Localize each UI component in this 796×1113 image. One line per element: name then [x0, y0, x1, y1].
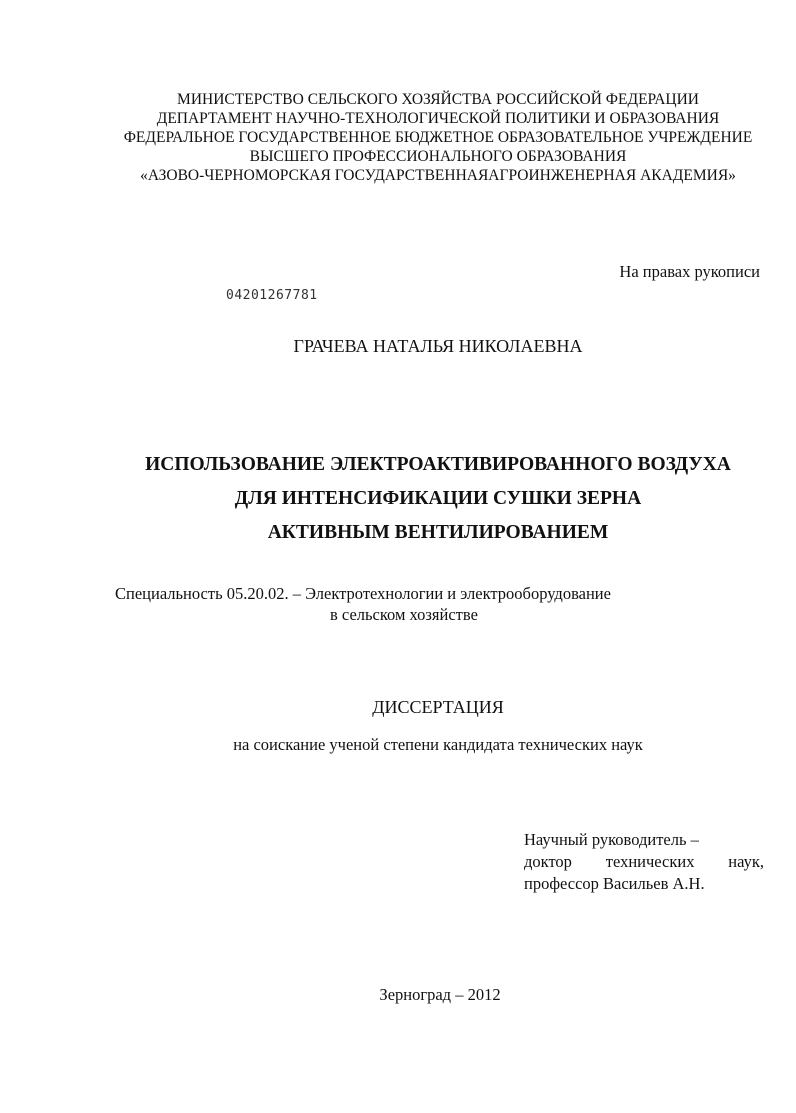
registration-number-stamp: 04201267781	[226, 288, 318, 303]
document-type: ДИССЕРТАЦИЯ	[372, 697, 504, 717]
supervisor-line-degree: доктор технических наук,	[524, 852, 764, 871]
institution-header	[0, 90, 796, 185]
author-name: ГРАЧЕВА НАТАЛЬЯ НИКОЛАЕВНА	[293, 336, 583, 356]
title-line-1: ИСПОЛЬЗОВАНИЕ ЭЛЕКТРОАКТИВИРОВАННОГО ВОЗДУХА	[145, 454, 731, 475]
title-line-3: АКТИВНЫМ ВЕНТИЛИРОВАНИЕМ	[267, 522, 609, 543]
supervisor-line-name: профессор Васильев А.Н.	[524, 874, 705, 893]
dissertation-title	[0, 448, 796, 550]
supervisor-block	[524, 829, 764, 895]
header-line-education-level: ВЫСШЕГО ПРОФЕССИОНАЛЬНОГО ОБРАЗОВАНИЯ	[249, 148, 627, 165]
header-line-academy-name: «АЗОВО-ЧЕРНОМОРСКАЯ ГОСУДАРСТВЕННАЯАГРОИНЖЕНЕРНАЯ АКАДЕМИЯ»	[140, 167, 736, 184]
header-line-institution-type: ФЕДЕРАЛЬНОЕ ГОСУДАРСТВЕННОЕ БЮДЖЕТНОЕ ОБРАЗОВАТЕЛЬНОЕ УЧРЕЖДЕНИЕ	[123, 129, 753, 146]
degree-statement: на соискание ученой степени кандидата технических наук	[233, 735, 643, 754]
title-line-2: ДЛЯ ИНТЕНСИФИКАЦИИ СУШКИ ЗЕРНА	[234, 488, 642, 509]
header-line-ministry: МИНИСТЕРСТВО СЕЛЬСКОГО ХОЗЯЙСТВА РОССИЙСКОЙ ФЕДЕРАЦИИ	[177, 91, 699, 108]
specialty-line-1: Специальность 05.20.02. – Электротехнологии и электрооборудование	[115, 584, 611, 603]
supervisor-line-role: Научный руководитель –	[524, 830, 699, 849]
specialty-line-2: в сельском хозяйстве	[330, 605, 478, 624]
header-line-department: ДЕПАРТАМЕНТ НАУЧНО-ТЕХНОЛОГИЧЕСКОЙ ПОЛИТИКИ И ОБРАЗОВАНИЯ	[156, 110, 720, 127]
manuscript-rights-note: На правах рукописи	[619, 262, 760, 281]
city-and-year: Зерноград – 2012	[379, 985, 501, 1004]
